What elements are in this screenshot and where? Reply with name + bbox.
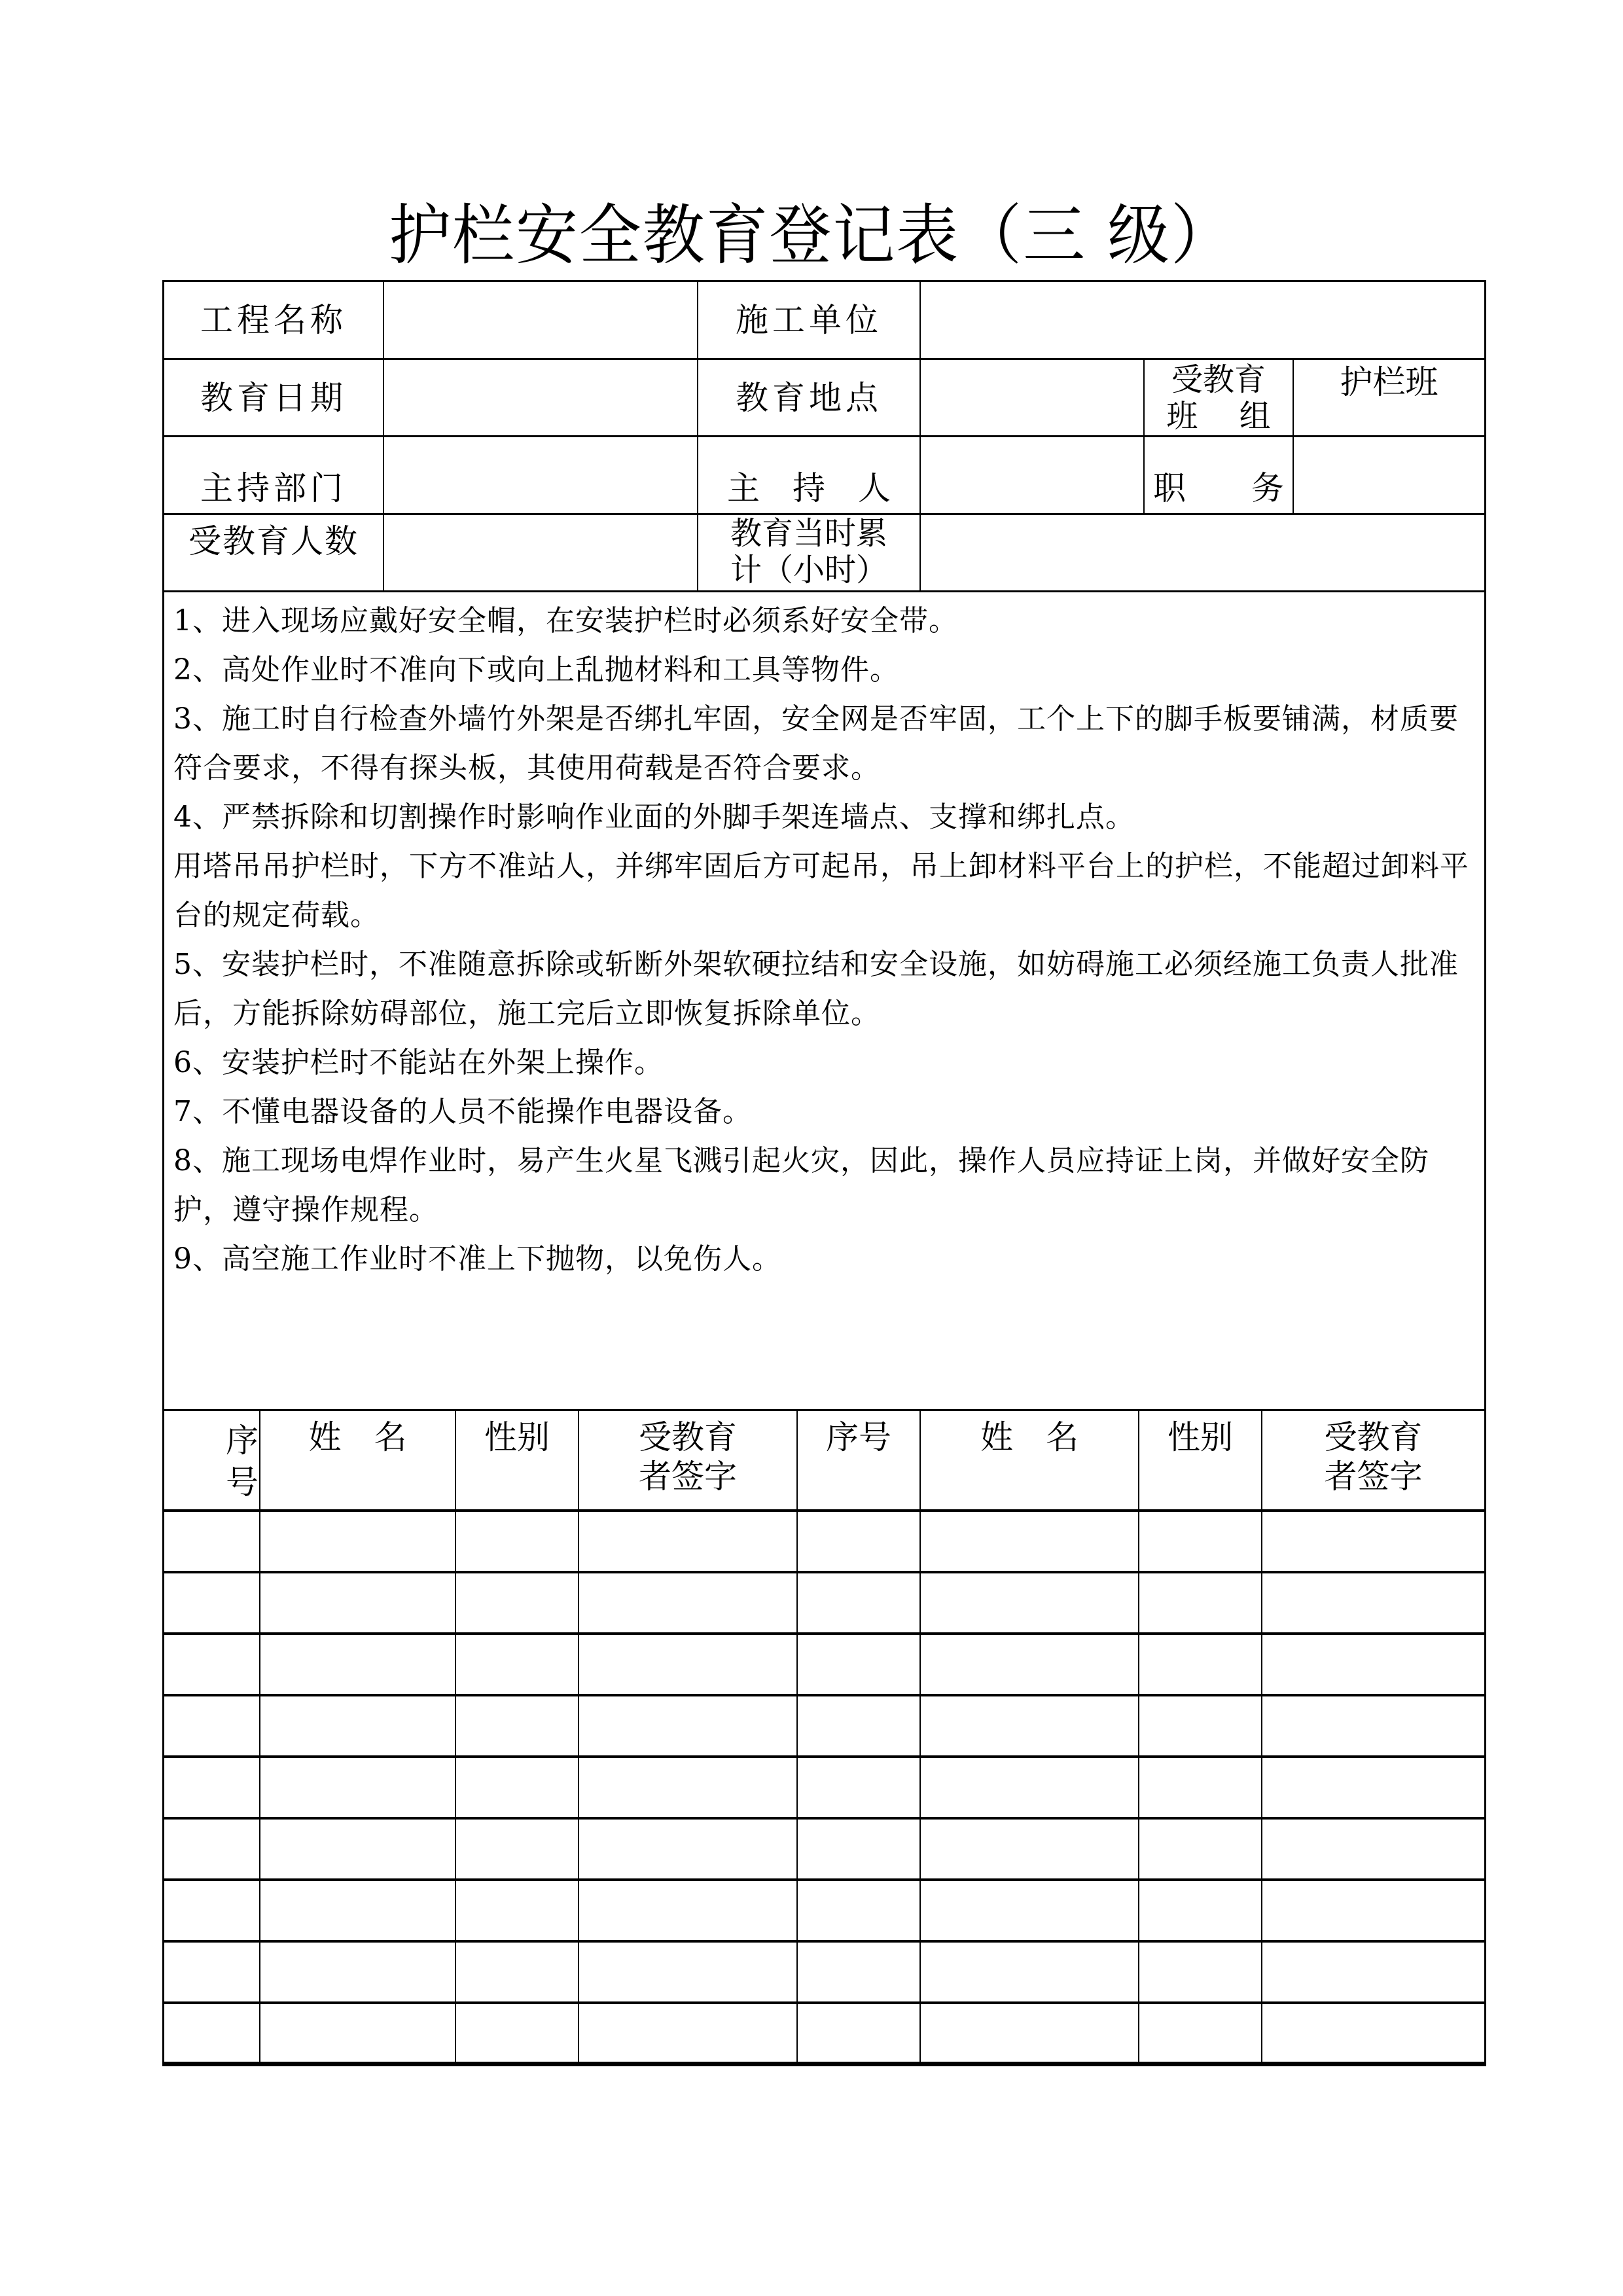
gender-cell[interactable]	[1139, 1943, 1262, 2001]
signature-cell[interactable]	[579, 1943, 798, 2001]
seq-cell[interactable]	[164, 1696, 260, 1755]
name-cell[interactable]	[921, 1758, 1139, 1817]
table-row	[164, 1573, 1484, 1635]
document-title: 护栏安全教育登记表（三 级）	[389, 197, 1234, 274]
name-cell[interactable]	[260, 2004, 456, 2062]
table-row	[164, 1696, 1484, 1758]
seq-cell[interactable]	[798, 1943, 921, 2001]
gender-cell[interactable]	[456, 1635, 579, 1694]
rule-item: 4、严禁拆除和切割操作时影响作业面的外脚手架连墙点、支撑和绑扎点。	[173, 800, 1135, 834]
name-cell[interactable]	[260, 1696, 456, 1755]
construction-unit-field[interactable]	[921, 282, 1484, 360]
name-cell[interactable]	[260, 1758, 456, 1817]
gender-cell[interactable]	[1139, 1696, 1262, 1755]
name-cell[interactable]	[921, 1881, 1139, 1940]
gender-cell[interactable]	[1139, 1758, 1262, 1817]
gender-cell[interactable]	[456, 1758, 579, 1817]
signature-cell[interactable]	[1262, 1635, 1484, 1694]
signature-cell[interactable]	[1262, 1573, 1484, 1632]
construction-unit-label: 施工单位	[698, 282, 921, 360]
signature-cell[interactable]	[1262, 1943, 1484, 2001]
position-label: 职 务	[1145, 437, 1294, 515]
name-cell[interactable]	[260, 1512, 456, 1571]
name-cell[interactable]	[921, 2004, 1139, 2062]
signature-cell[interactable]	[579, 1512, 798, 1571]
name-cell[interactable]	[260, 1573, 456, 1632]
signature-cell[interactable]	[1262, 1512, 1484, 1571]
seq-cell[interactable]	[798, 1635, 921, 1694]
seq-cell[interactable]	[798, 1512, 921, 1571]
rule-item: 3、施工时自行检查外墙竹外架是否绑扎牢固，安全网是否牢固，工个上下的脚手板要铺满，材质要符合要求，不得有探头板，其使用荷载是否符合要求。	[173, 702, 1459, 785]
name-cell[interactable]	[260, 1820, 456, 1878]
name-cell[interactable]	[921, 1943, 1139, 2001]
name-cell[interactable]	[260, 1943, 456, 2001]
gender-cell[interactable]	[456, 1512, 579, 1571]
gender-cell[interactable]	[456, 1943, 579, 2001]
signature-cell[interactable]	[1262, 1820, 1484, 1878]
name-cell[interactable]	[921, 1512, 1139, 1571]
name-cell[interactable]	[921, 1696, 1139, 1755]
educated-team-field[interactable]: 护栏班	[1294, 360, 1484, 437]
col-header-gender: 性别	[1139, 1411, 1262, 1509]
seq-cell[interactable]	[798, 1758, 921, 1817]
signature-cell[interactable]	[579, 1881, 798, 1940]
signature-cell[interactable]	[1262, 2004, 1484, 2062]
gender-cell[interactable]	[1139, 1512, 1262, 1571]
table-row	[164, 1820, 1484, 1881]
seq-cell[interactable]	[798, 1573, 921, 1632]
seq-cell[interactable]	[798, 1696, 921, 1755]
education-location-field[interactable]	[921, 360, 1145, 437]
signature-cell[interactable]	[579, 1820, 798, 1878]
cumulative-hours-field[interactable]	[921, 515, 1484, 592]
gender-cell[interactable]	[1139, 1573, 1262, 1632]
name-cell[interactable]	[260, 1635, 456, 1694]
trainee-count-field[interactable]	[384, 515, 698, 592]
gender-cell[interactable]	[1139, 1881, 1262, 1940]
rule-item: 5、安装护栏时，不准随意拆除或斩断外架软硬拉结和安全设施，如妨碍施工必须经施工负责人批准后，方能拆除妨碍部位，施工完后立即恢复拆除单位。	[173, 948, 1459, 1030]
seq-cell[interactable]	[164, 1512, 260, 1571]
col-header-signature: 受教育 者签字	[579, 1411, 798, 1509]
host-person-field[interactable]	[921, 437, 1145, 515]
signature-cell[interactable]	[1262, 1881, 1484, 1940]
signature-table-header	[164, 1411, 1484, 1512]
col-header-signature: 受教育 者签字	[1324, 1418, 1423, 1496]
host-department-label: 主持部门	[164, 437, 384, 515]
signature-cell[interactable]	[579, 1696, 798, 1755]
table-row	[164, 1758, 1484, 1820]
rule-item: 1、进入现场应戴好安全帽，在安装护栏时必须系好安全带。	[173, 604, 958, 637]
col-header-name: 姓 名	[921, 1411, 1139, 1509]
rule-item: 2、高处作业时不准向下或向上乱抛材料和工具等物件。	[173, 653, 899, 687]
gender-cell[interactable]	[456, 1696, 579, 1755]
gender-cell[interactable]	[456, 1881, 579, 1940]
gender-cell[interactable]	[1139, 2004, 1262, 2062]
gender-cell[interactable]	[1139, 1820, 1262, 1878]
col-header-seq: 序号	[798, 1411, 921, 1509]
seq-cell[interactable]	[164, 1881, 260, 1940]
name-cell[interactable]	[921, 1573, 1139, 1632]
name-cell[interactable]	[260, 1881, 456, 1940]
seq-cell[interactable]	[798, 2004, 921, 2062]
gender-cell[interactable]	[456, 1573, 579, 1632]
education-date-label: 教育日期	[164, 360, 384, 437]
rule-item: 9、高空施工作业时不准上下抛物，以免伤人。	[173, 1242, 781, 1276]
education-location-label: 教育地点	[698, 360, 921, 437]
cumulative-hours-label: 教育当时累 计（小时）	[698, 515, 921, 592]
rule-item: 用塔吊吊护栏时，下方不准站人，并绑牢固后方可起吊，吊上卸材料平台上的护栏，不能超过卸料平台的规定荷载。	[173, 850, 1469, 932]
seq-cell[interactable]	[164, 2004, 260, 2062]
seq-cell[interactable]	[798, 1820, 921, 1878]
gender-cell[interactable]	[456, 1820, 579, 1878]
host-person-label: 主 持 人	[698, 437, 921, 515]
signature-cell[interactable]	[579, 1758, 798, 1817]
seq-cell[interactable]	[164, 1758, 260, 1817]
signature-cell[interactable]	[579, 1573, 798, 1632]
project-name-label: 工程名称	[164, 282, 384, 360]
signature-cell[interactable]	[1262, 1696, 1484, 1755]
gender-cell[interactable]	[456, 2004, 579, 2062]
education-date-field[interactable]	[384, 360, 698, 437]
seq-cell[interactable]	[164, 1573, 260, 1632]
signature-cell[interactable]	[1262, 1758, 1484, 1817]
rule-item: 7、不懂电器设备的人员不能操作电器设备。	[173, 1095, 752, 1128]
safety-rules-section	[164, 592, 1486, 1411]
seq-cell[interactable]	[164, 1943, 260, 2001]
name-cell[interactable]	[921, 1820, 1139, 1878]
table-row	[164, 1943, 1484, 2004]
table-row	[164, 1881, 1484, 1943]
col-header-seq: 序号	[164, 1411, 260, 1509]
table-row	[164, 1512, 1484, 1573]
name-cell[interactable]	[921, 1635, 1139, 1694]
rule-item: 6、安装护栏时不能站在外架上操作。	[173, 1046, 664, 1079]
educated-team-label: 受教育 班 组	[1145, 360, 1294, 437]
col-header-gender: 性别	[456, 1411, 579, 1509]
table-row	[164, 1635, 1484, 1696]
seq-cell[interactable]	[164, 1820, 260, 1878]
rule-item: 8、施工现场电焊作业时，易产生火星飞溅引起火灾，因此，操作人员应持证上岗，并做好安全防护，遵守操作规程。	[173, 1144, 1429, 1227]
trainee-count-label: 受教育人数	[164, 515, 384, 592]
col-header-name: 姓 名	[260, 1411, 456, 1509]
gender-cell[interactable]	[1139, 1635, 1262, 1694]
table-row	[164, 2004, 1484, 2066]
signature-cell[interactable]	[579, 2004, 798, 2062]
seq-cell[interactable]	[164, 1635, 260, 1694]
seq-cell[interactable]	[798, 1881, 921, 1940]
project-name-field[interactable]	[384, 282, 698, 360]
signature-cell[interactable]	[579, 1635, 798, 1694]
position-field[interactable]	[1294, 437, 1484, 515]
host-department-field[interactable]	[384, 437, 698, 515]
